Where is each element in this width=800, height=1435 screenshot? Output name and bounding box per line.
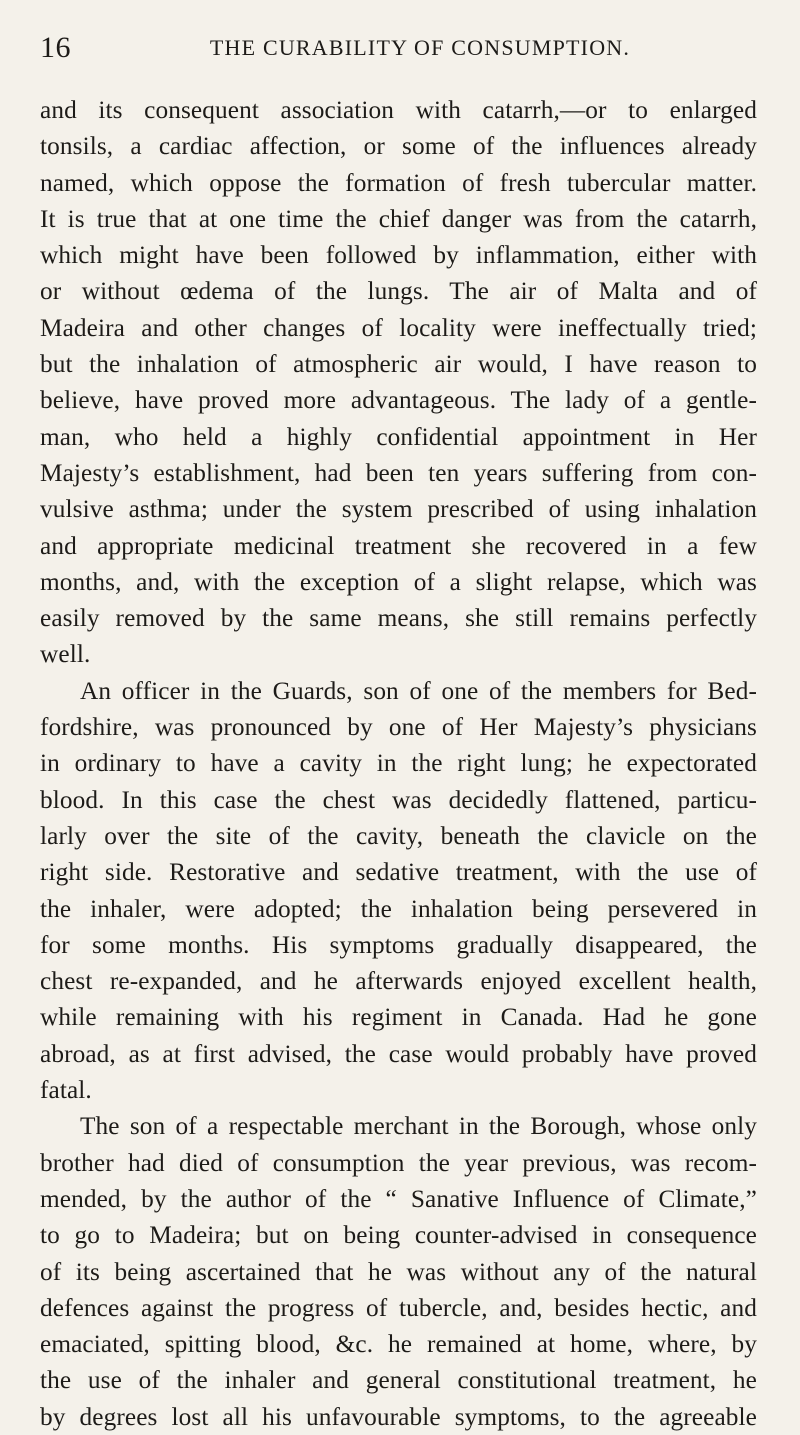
page-number: 16 [40,31,71,64]
text-line: tonsils, a cardiac affection, or some of the influences already [40,132,757,161]
text-line: brother had died of consumption the year previous, was recom- [40,1148,757,1177]
text-line: months, and, with the exception of a slight relapse, which was [40,567,757,596]
page-header [40,28,760,68]
text-line: and its consequent association with catarrh,—or to enlarged [40,96,757,124]
text-line: but the inhalation of atmospheric air would, I have reason to [40,350,757,379]
text-line: defences against the progress of tubercle, and, besides hectic, and [40,1293,757,1322]
text-line: in ordinary to have a cavity in the right lung; he expectorated [40,749,757,778]
text-line: An officer in the Guards, son of one of the members for Bed- [80,676,757,705]
text-line: emaciated, spitting blood, &c. he remained at home, where, by [40,1330,757,1359]
text-line: mended, by the author of the “ Sanative Influence of Climate,” [40,1184,757,1213]
text-line: abroad, as at first advised, the case would probably have proved [40,1039,757,1068]
running-head: THE CURABILITY OF CONSUMPTION. [209,35,631,60]
text-line: believe, have proved more advantageous. The lady of a gentle- [40,386,757,415]
text-line: easily removed by the same means, she still remains perfectly [40,604,757,633]
text-line: well. [40,640,91,669]
text-line: chest re-expanded, and he afterwards enjoyed excellent health, [40,967,757,996]
text-line: vulsive asthma; under the system prescribed of using inhalation [40,495,757,524]
text-line: while remaining with his regiment in Canada. Had he gone [40,1003,757,1032]
text-line: which might have been followed by inflammation, either with [40,241,757,270]
text-line: Madeira and other changes of locality were ineffectually tried; [40,313,757,342]
text-line: the inhaler, were adopted; the inhalation being persevered in [40,894,757,923]
text-line: fordshire, was pronounced by one of Her Majesty’s physicians [40,713,757,742]
text-line: man, who held a highly confidential appointment in Her [40,422,757,451]
text-line: named, which oppose the formation of fresh tubercular matter. [40,168,757,197]
text-line: for some months. His symptoms gradually disappeared, the [40,930,757,959]
text-line: or without œdema of the lungs. The air of Malta and of [40,277,757,306]
text-line: the use of the inhaler and general constitutional treatment, he [40,1366,757,1395]
text-line: by degrees lost all his unfavourable symptoms, to the agreeable [40,1402,757,1431]
body-text [40,92,757,1435]
text-line: fatal. [40,1076,92,1105]
text-line: larly over the site of the cavity, beneath the clavicle on the [40,821,757,850]
text-line: The son of a respectable merchant in the Borough, whose only [80,1112,757,1141]
text-line: blood. In this case the chest was decidedly flattened, particu- [40,785,757,814]
text-line: and appropriate medicinal treatment she recovered in a few [40,531,757,560]
text-line: to go to Madeira; but on being counter-advised in consequence [40,1221,757,1250]
text-line: right side. Restorative and sedative treatment, with the use of [40,858,757,887]
text-line: of its being ascertained that he was without any of the natural [40,1257,757,1286]
text-line: Majesty’s establishment, had been ten years suffering from con- [40,458,757,487]
text-line: It is true that at one time the chief danger was from the catarrh, [40,204,757,233]
